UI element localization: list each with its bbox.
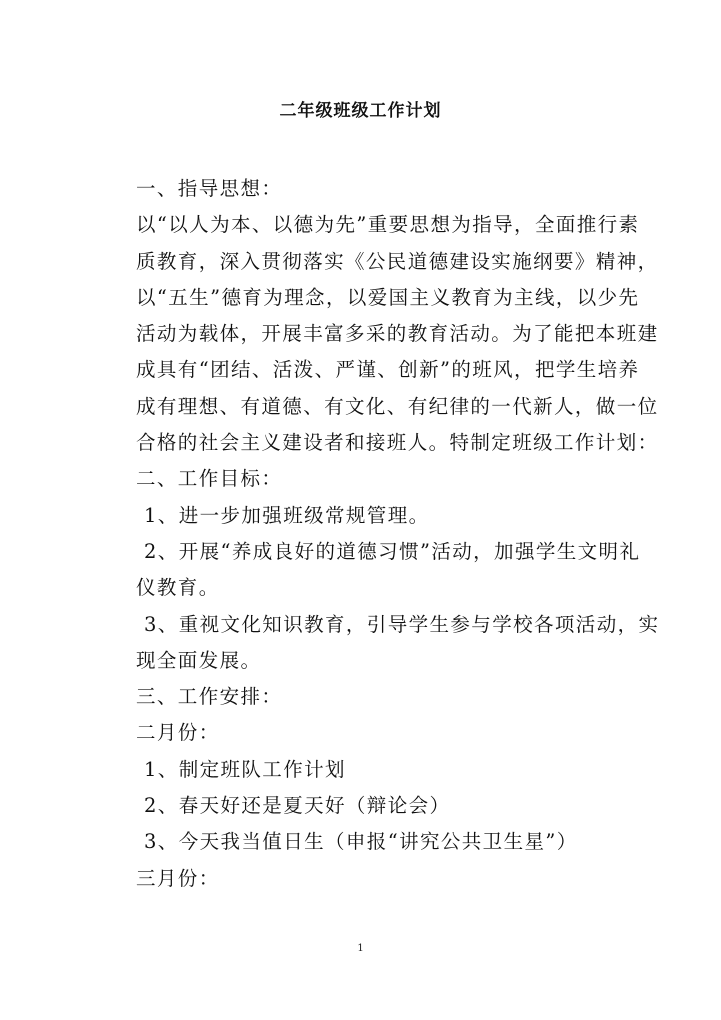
- paragraph-line: 以“五生”德育为理念，以爱国主义教育为主线，以少先: [136, 285, 640, 309]
- paragraph-line: 以“以人为本、以德为先”重要思想为指导，全面推行素: [136, 213, 640, 237]
- paragraph-line: 合格的社会主义建设者和接班人。特制定班级工作计划：: [136, 431, 659, 455]
- section-heading-guiding-ideology: 一、指导思想：: [136, 177, 283, 200]
- february-item-2: 2、春天好还是夏天好（辩论会）: [144, 794, 451, 818]
- month-heading-february: 二月份：: [136, 721, 220, 745]
- goal-item-3-continued: 现全面发展。: [136, 648, 262, 672]
- february-item-1: 1、制定班队工作计划: [144, 757, 346, 781]
- goal-item-2: 2、开展“养成良好的道德习惯”活动，加强学生文明礼: [144, 539, 641, 563]
- paragraph-line: 质教育，深入贯彻落实《公民道德建设实施纲要》精神，: [136, 249, 659, 273]
- february-item-3: 3、今天我当值日生（申报“讲究公共卫生星”）: [144, 830, 578, 854]
- document-body: [136, 171, 660, 897]
- goal-item-1: 1、进一步加强班级常规管理。: [144, 503, 430, 527]
- page-number: 1: [357, 943, 364, 954]
- month-heading-march: 三月份：: [136, 866, 220, 890]
- section-heading-work-arrangement: 三、工作安排：: [136, 685, 283, 709]
- paragraph-line: 活动为载体，开展丰富多采的教育活动。为了能把本班建: [136, 322, 659, 346]
- document-title: 二年级班级工作计划: [279, 101, 442, 121]
- paragraph-line: 成具有“团结、活泼、严谨、创新”的班风，把学生培养: [136, 358, 640, 382]
- goal-item-3: 3、重视文化知识教育，引导学生参与学校各项活动，实: [144, 612, 660, 636]
- paragraph-line: 成有理想、有道德、有文化、有纪律的一代新人，做一位: [136, 394, 659, 418]
- section-heading-work-goals: 二、工作目标：: [136, 467, 283, 491]
- goal-item-2-continued: 仪教育。: [136, 576, 220, 600]
